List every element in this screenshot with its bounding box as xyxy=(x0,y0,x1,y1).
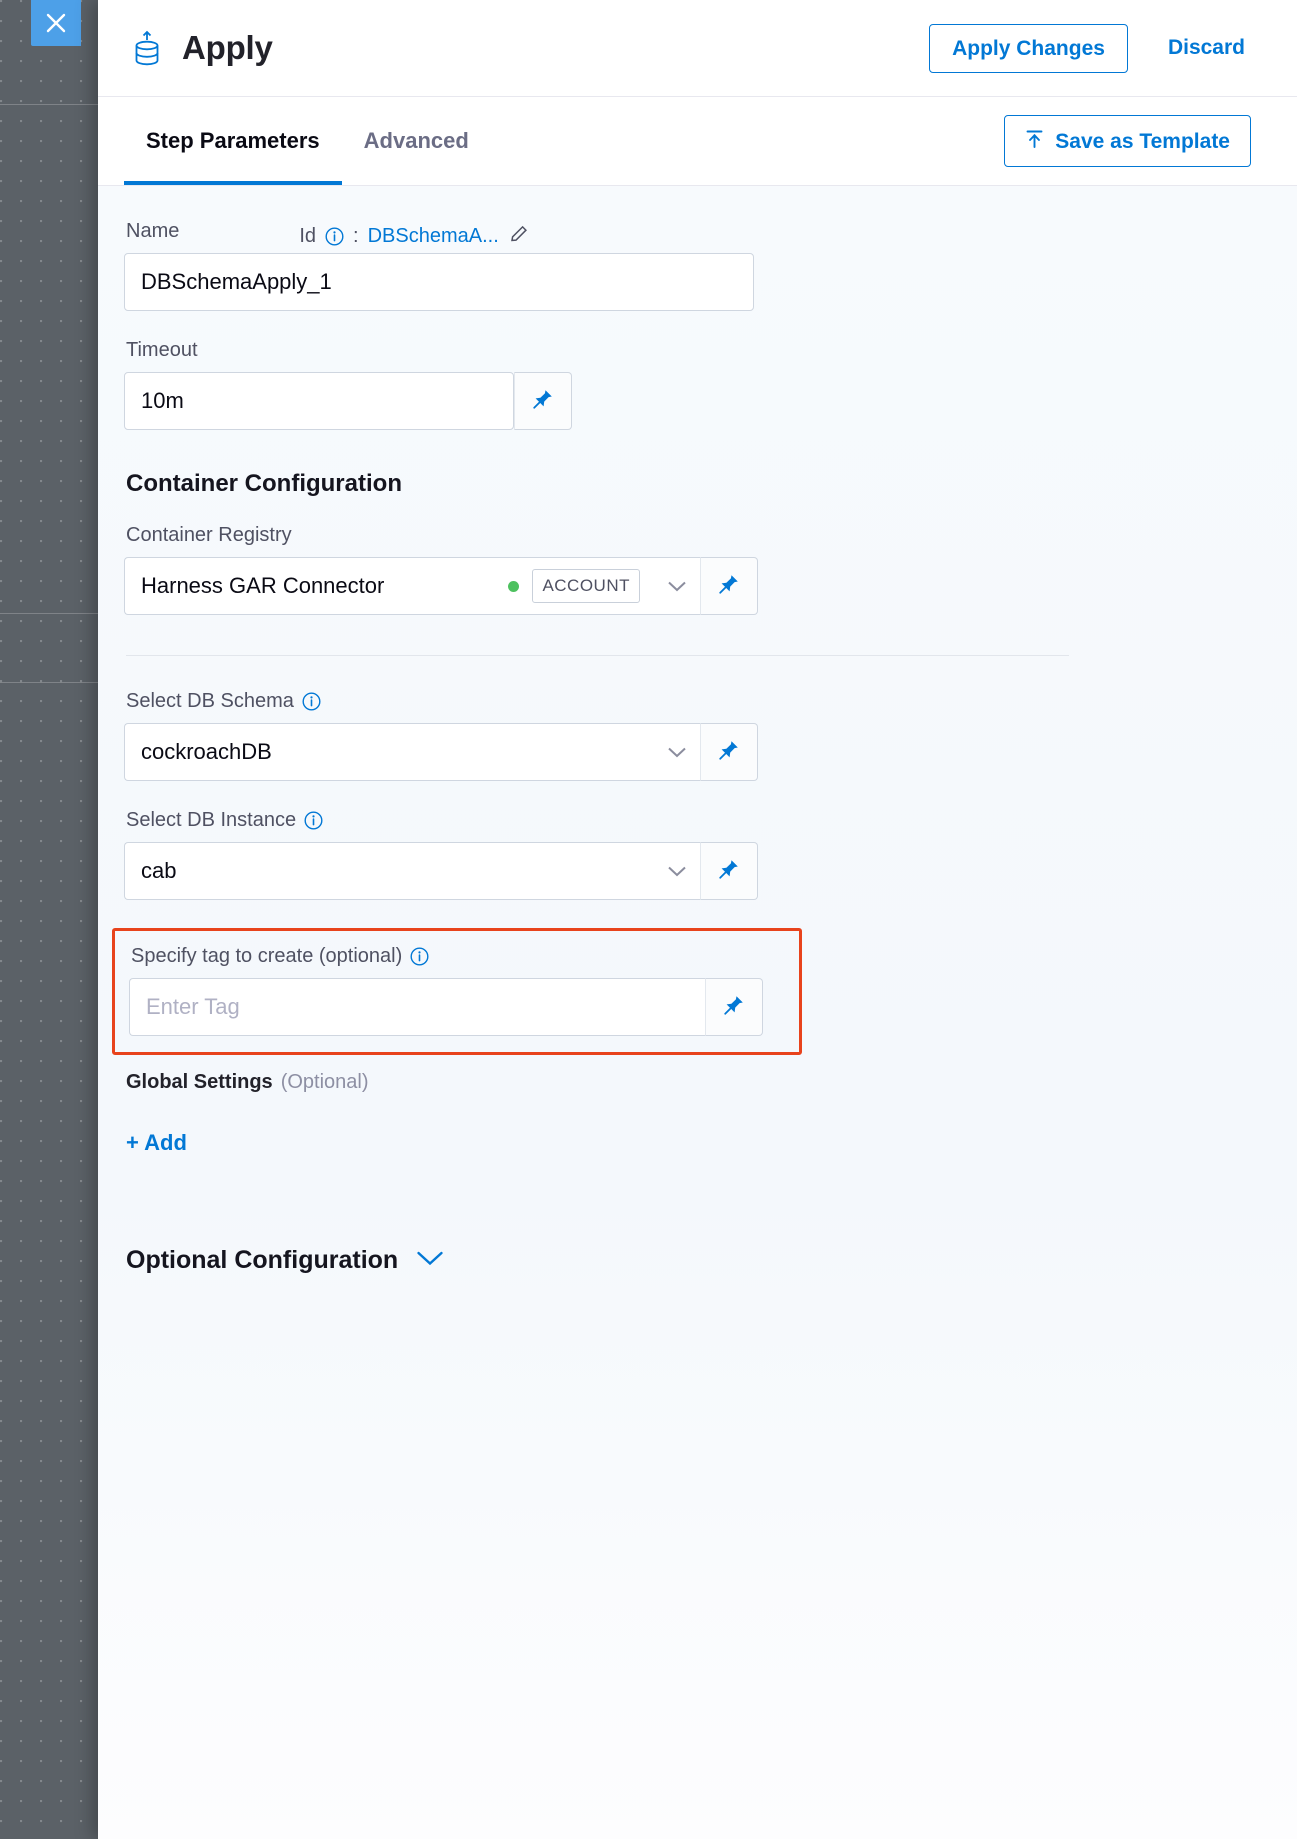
container-registry-control xyxy=(124,557,758,615)
step-id-value: DBSchemaA... xyxy=(367,225,499,247)
tag-field-highlight xyxy=(112,928,802,1055)
db-schema-select[interactable] xyxy=(124,723,700,781)
save-as-template-button[interactable] xyxy=(1004,115,1251,167)
db-instance-label xyxy=(126,809,1154,832)
scope-badge: ACCOUNT xyxy=(532,569,640,603)
container-configuration-title: Container Configuration xyxy=(126,470,402,497)
container-registry-select[interactable] xyxy=(124,557,700,615)
db-schema-control xyxy=(124,723,758,781)
db-schema-label xyxy=(126,690,1154,713)
timeout-label: Timeout xyxy=(126,339,198,361)
info-icon[interactable] xyxy=(302,692,321,711)
apply-changes-button[interactable]: Apply Changes xyxy=(929,24,1128,73)
drawer-header xyxy=(98,0,1297,97)
chevron-down-icon[interactable] xyxy=(654,746,700,759)
step-config-drawer xyxy=(98,0,1297,1839)
db-instance-block xyxy=(124,809,1154,900)
chevron-down-icon[interactable] xyxy=(654,865,700,878)
timeout-input[interactable] xyxy=(124,372,514,430)
chevron-down-icon[interactable] xyxy=(654,580,700,593)
db-schema-block xyxy=(124,690,1154,781)
database-apply-icon xyxy=(130,29,164,67)
optional-configuration-label: Optional Configuration xyxy=(126,1246,399,1274)
db-instance-label-text: Select DB Instance xyxy=(126,809,297,831)
timeout-pin-button[interactable] xyxy=(514,372,572,430)
container-registry-label: Container Registry xyxy=(126,524,292,546)
timeout-field-block xyxy=(124,339,1154,430)
optional-configuration-toggle[interactable] xyxy=(126,1246,1154,1275)
close-icon xyxy=(45,12,67,34)
tag-input[interactable] xyxy=(129,978,705,1036)
name-label-row xyxy=(124,220,1154,253)
db-instance-pin-button[interactable] xyxy=(700,842,758,900)
tag-input-group xyxy=(129,978,763,1036)
canvas-divider xyxy=(0,613,100,614)
info-icon[interactable] xyxy=(325,227,344,246)
tag-pin-button[interactable] xyxy=(705,978,763,1036)
chevron-down-icon[interactable] xyxy=(416,1250,444,1272)
db-instance-value: cab xyxy=(141,858,177,883)
db-instance-control xyxy=(124,842,758,900)
global-settings-label-text: Global Settings xyxy=(126,1071,273,1093)
pin-icon xyxy=(722,993,746,1022)
tag-label-text: Specify tag to create (optional) xyxy=(131,945,403,967)
step-id-label: Id xyxy=(299,225,317,247)
global-settings-label xyxy=(126,1071,1154,1094)
db-schema-label-text: Select DB Schema xyxy=(126,690,294,712)
tab-step-parameters[interactable]: Step Parameters xyxy=(124,97,342,185)
info-icon[interactable] xyxy=(304,811,323,830)
step-id-separator: : xyxy=(353,225,359,247)
pin-icon xyxy=(531,387,555,416)
container-registry-block xyxy=(124,524,1154,615)
name-label: Name xyxy=(126,220,180,242)
close-drawer-button[interactable] xyxy=(31,0,81,46)
container-registry-value: Harness GAR Connector xyxy=(141,573,385,598)
connector-status-dot xyxy=(508,581,519,592)
save-as-template-label: Save as Template xyxy=(1055,129,1230,153)
tab-bar xyxy=(98,97,1297,186)
step-id-row xyxy=(299,223,529,251)
global-settings-optional-note: (Optional) xyxy=(280,1071,369,1093)
pin-icon xyxy=(717,738,741,767)
pin-icon xyxy=(717,857,741,886)
step-parameters-panel xyxy=(98,186,1297,1839)
discard-button[interactable]: Discard xyxy=(1167,36,1245,59)
page-title: Apply xyxy=(182,29,273,66)
step-parameters-form xyxy=(124,220,1154,1275)
tag-label xyxy=(131,945,783,968)
name-input[interactable] xyxy=(124,253,754,311)
upload-icon xyxy=(1025,129,1044,153)
tab-advanced[interactable]: Advanced xyxy=(363,128,469,153)
name-field-block xyxy=(124,220,1154,311)
info-icon[interactable] xyxy=(410,947,429,966)
db-instance-select[interactable] xyxy=(124,842,700,900)
canvas-divider xyxy=(0,682,100,683)
pencil-icon[interactable] xyxy=(508,223,530,251)
header-actions xyxy=(929,24,1259,73)
canvas-divider xyxy=(0,104,100,105)
section-divider xyxy=(126,655,1069,656)
timeout-input-group xyxy=(124,372,572,430)
container-registry-pin-button[interactable] xyxy=(700,557,758,615)
db-schema-pin-button[interactable] xyxy=(700,723,758,781)
pin-icon xyxy=(717,572,741,601)
db-schema-value: cockroachDB xyxy=(141,739,272,764)
add-global-setting-button[interactable]: + Add xyxy=(126,1130,187,1155)
